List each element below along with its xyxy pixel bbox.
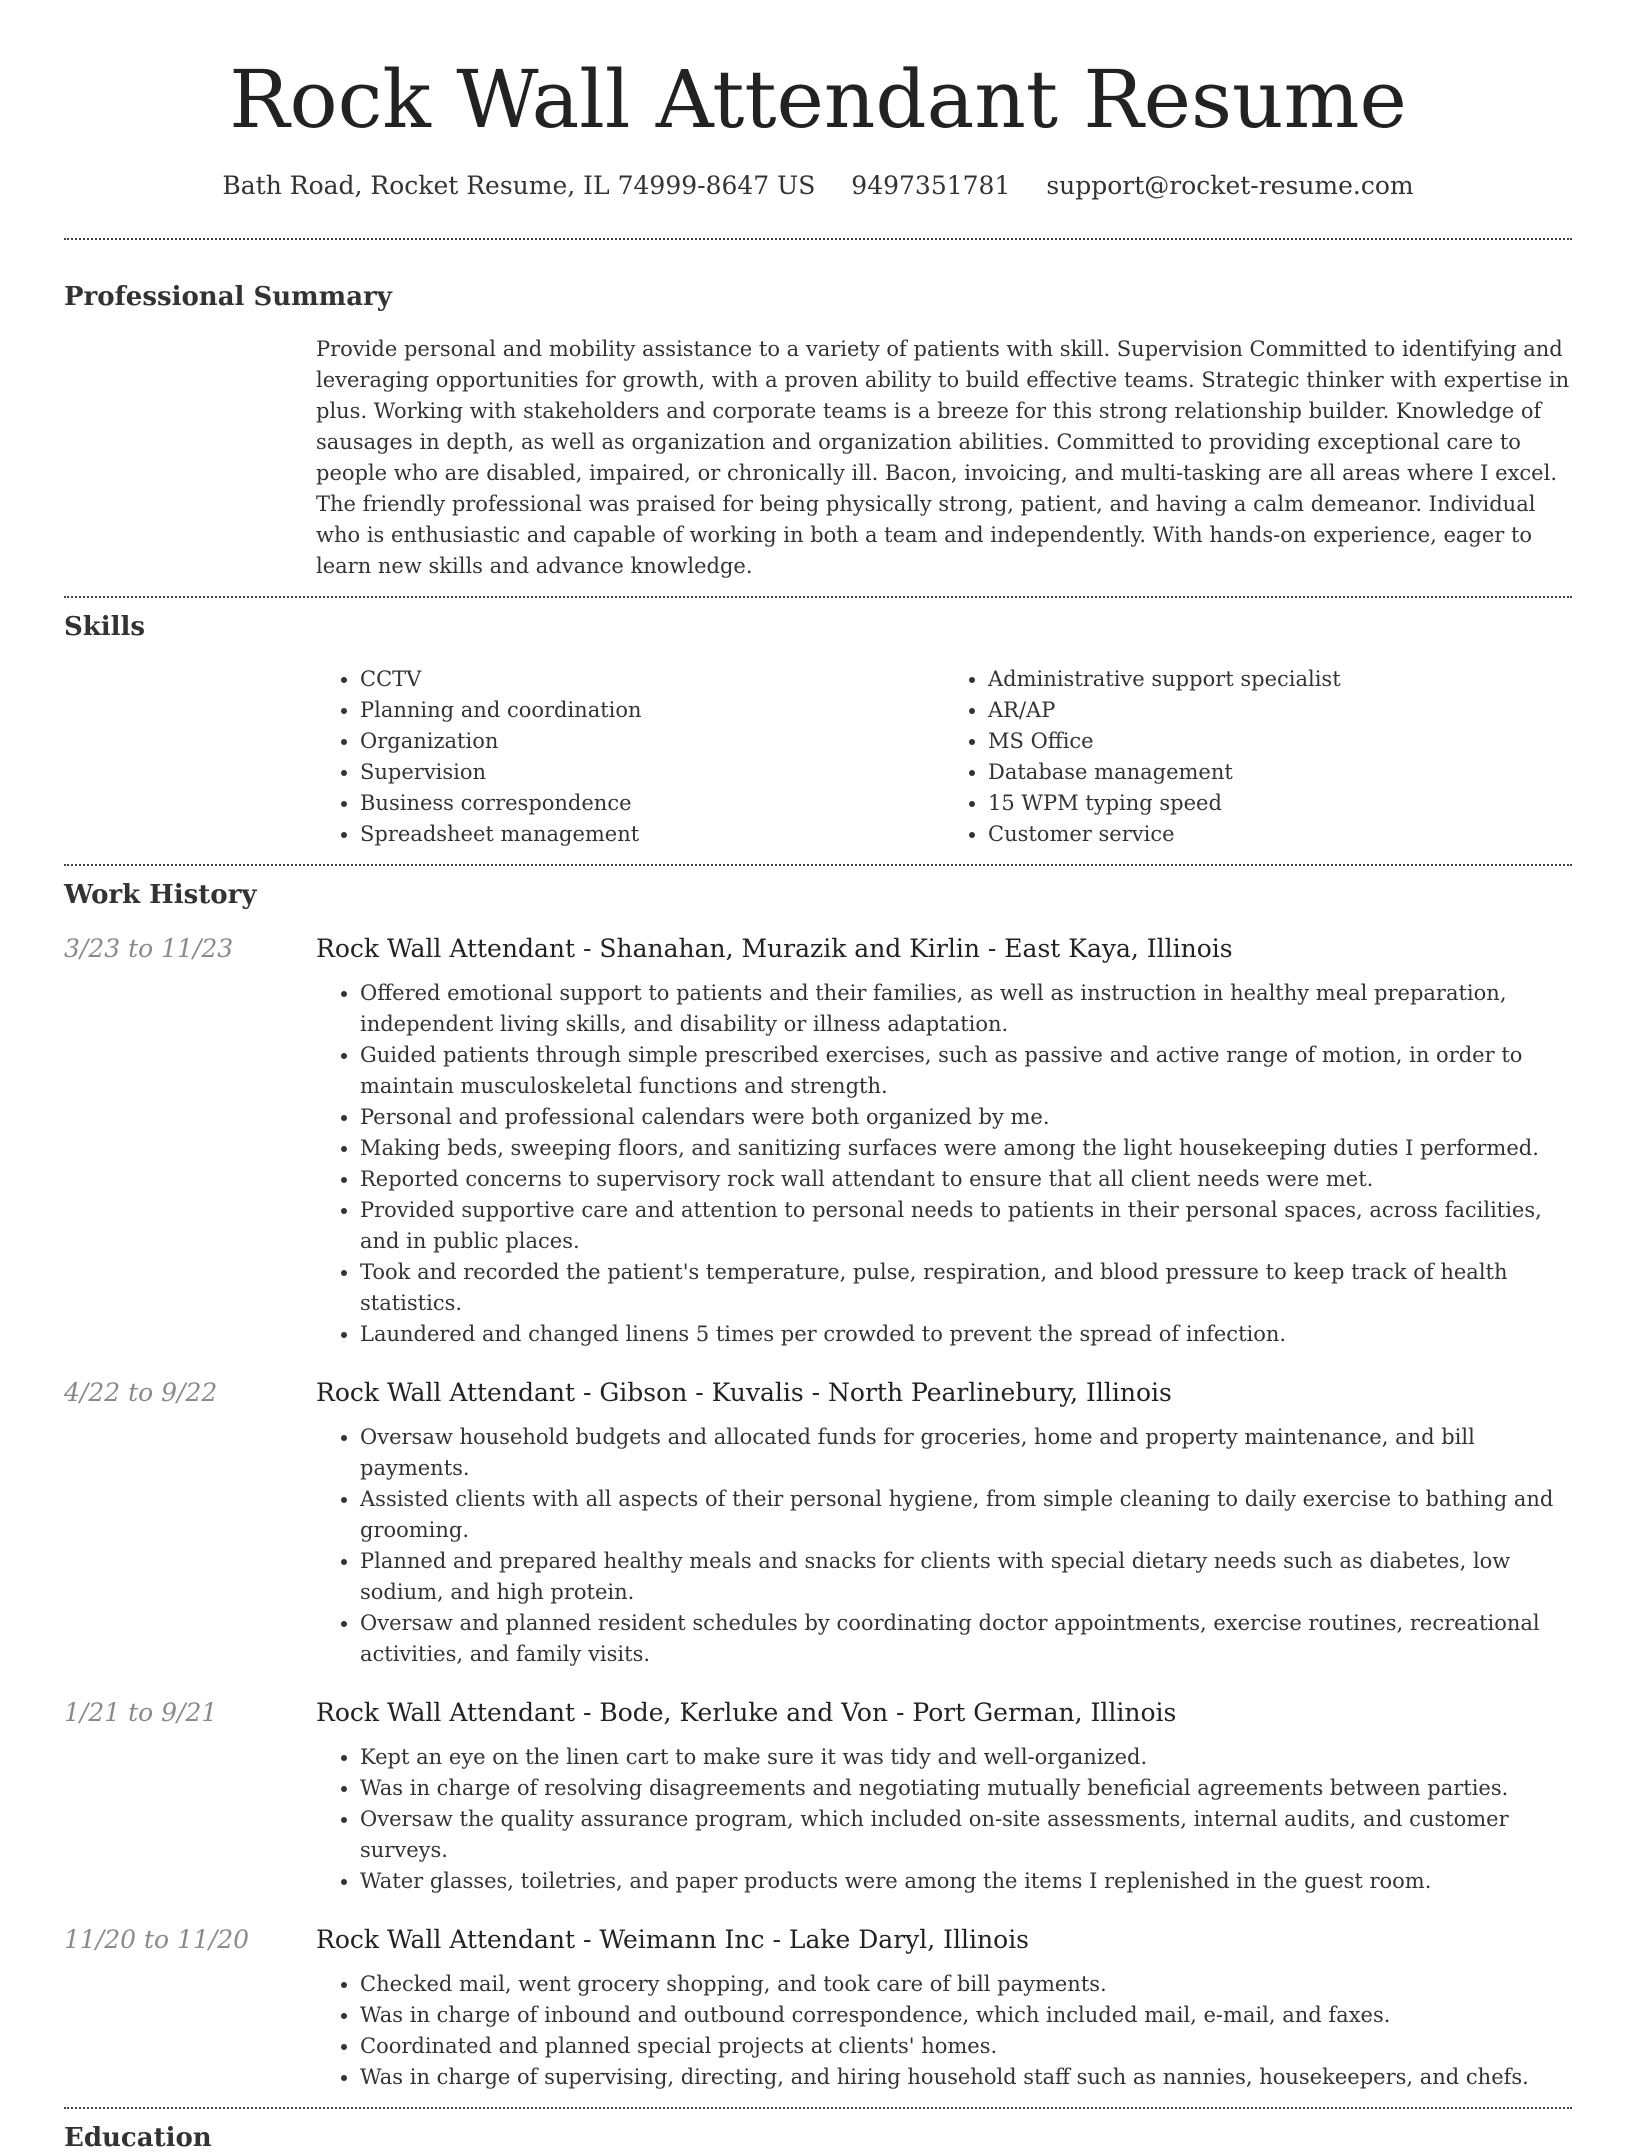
divider bbox=[64, 864, 1572, 866]
skills-heading: Skills bbox=[64, 612, 146, 642]
summary-heading: Professional Summary bbox=[64, 282, 392, 312]
job-bullet: • Guided patients through simple prescribed exercises, such as passive and active range of motion, in order to maintain musculoskeletal functions and strength. bbox=[360, 1040, 1572, 1102]
job-bullets bbox=[316, 1742, 1572, 1897]
job-bullet: • Offered emotional support to patients and their families, as well as instruction in healthy meal preparation, independent living skills, and disability or illness adaptation. bbox=[360, 978, 1572, 1040]
skill-item: • Database management bbox=[988, 757, 1572, 788]
skill-item: • Organization bbox=[360, 726, 944, 757]
job-bullet: • Took and recorded the patient's temperature, pulse, respiration, and blood pressure to keep track of health statistics. bbox=[360, 1257, 1572, 1319]
job-bullet: • Laundered and changed linens 5 times per crowded to prevent the spread of infection. bbox=[360, 1319, 1572, 1350]
skill-item: • Planning and coordination bbox=[360, 695, 944, 726]
job-bullet: • Was in charge of supervising, directing, and hiring household staff such as nannies, housekeepers, and chefs. bbox=[360, 2062, 1572, 2093]
work-jobs bbox=[64, 932, 1572, 2093]
job-bullet: • Reported concerns to supervisory rock wall attendant to ensure that all client needs were met. bbox=[360, 1164, 1572, 1195]
job-bullet: • Coordinated and planned special projects at clients' homes. bbox=[360, 2031, 1572, 2062]
summary-text: Provide personal and mobility assistance to a variety of patients with skill. Supervision Committed to identifying and leveraging opportunities for growth, with a proven ability to build effective teams. Strategic thinker with expertise in plus. Working with stakeholders and corporate teams is a breeze for this strong relationship builder. Knowledge of sausages in depth, as well as organization and organization abilities. Committed to providing exceptional care to people who are disabled, impaired, or chronically ill. Bacon, invoicing, and multi-tasking are all areas where I excel. The friendly professional was praised for being physically strong, patient, and having a calm demeanor. Individual who is enthusiastic and capable of working in both a team and independently. With hands-on experience, eager to learn new skills and advance knowledge. bbox=[316, 337, 1570, 578]
job-date: 3/23 to 11/23 bbox=[64, 934, 234, 963]
job-date: 1/21 to 9/21 bbox=[64, 1698, 218, 1727]
summary-body bbox=[316, 334, 1572, 582]
job-title: Rock Wall Attendant - Bode, Kerluke and Von - Port German, Illinois bbox=[316, 1698, 1177, 1727]
job-bullet: • Was in charge of resolving disagreements and negotiating mutually beneficial agreements between parties. bbox=[360, 1773, 1572, 1804]
skill-item: • Administrative support specialist bbox=[988, 664, 1572, 695]
job-bullet: • Provided supportive care and attention to personal needs to patients in their personal spaces, across facilities, and in public places. bbox=[360, 1195, 1572, 1257]
divider bbox=[64, 238, 1572, 240]
job-entry bbox=[64, 932, 1572, 1350]
skill-item: • CCTV bbox=[360, 664, 944, 695]
job-entry bbox=[64, 1376, 1572, 1670]
job-date: 11/20 to 11/20 bbox=[64, 1925, 250, 1954]
resume-page bbox=[64, 0, 1572, 2155]
contact-line bbox=[64, 168, 1572, 204]
skills-list bbox=[316, 664, 1572, 850]
contact-email: support@rocket-resume.com bbox=[1046, 171, 1414, 200]
job-entry bbox=[64, 1696, 1572, 1897]
job-bullets bbox=[316, 1422, 1572, 1670]
job-bullet: • Water glasses, toiletries, and paper products were among the items I replenished in the guest room. bbox=[360, 1866, 1572, 1897]
divider bbox=[64, 2107, 1572, 2109]
skill-item: • Supervision bbox=[360, 757, 944, 788]
job-bullet: • Was in charge of inbound and outbound correspondence, which included mail, e-mail, and faxes. bbox=[360, 2000, 1572, 2031]
job-title: Rock Wall Attendant - Weimann Inc - Lake Daryl, Illinois bbox=[316, 1925, 1030, 1954]
job-bullet: • Kept an eye on the linen cart to make sure it was tidy and well-organized. bbox=[360, 1742, 1572, 1773]
job-bullet: • Oversaw and planned resident schedules by coordinating doctor appointments, exercise routines, recreational activities, and family visits. bbox=[360, 1608, 1572, 1670]
work-heading: Work History bbox=[64, 880, 257, 910]
skill-item: • Customer service bbox=[988, 819, 1572, 850]
education-section bbox=[64, 2121, 1572, 2155]
job-title: Rock Wall Attendant - Shanahan, Murazik and Kirlin - East Kaya, Illinois bbox=[316, 934, 1233, 963]
skills-column-right bbox=[944, 664, 1572, 850]
education-heading: Education bbox=[64, 2123, 212, 2153]
job-bullet: • Checked mail, went grocery shopping, and took care of bill payments. bbox=[360, 1969, 1572, 2000]
job-bullet: • Assisted clients with all aspects of their personal hygiene, from simple cleaning to daily exercise to bathing and grooming. bbox=[360, 1484, 1572, 1546]
skill-item: • AR/AP bbox=[988, 695, 1572, 726]
job-bullet: • Oversaw the quality assurance program, which included on-site assessments, internal audits, and customer surveys. bbox=[360, 1804, 1572, 1866]
job-entry bbox=[64, 1923, 1572, 2093]
skills-section bbox=[64, 610, 1572, 850]
job-bullet: • Oversaw household budgets and allocated funds for groceries, home and property maintenance, and bill payments. bbox=[360, 1422, 1572, 1484]
summary-section bbox=[64, 280, 1572, 582]
contact-address: Bath Road, Rocket Resume, IL 74999-8647 US bbox=[222, 171, 816, 200]
skill-item: • 15 WPM typing speed bbox=[988, 788, 1572, 819]
skill-item: • MS Office bbox=[988, 726, 1572, 757]
contact-phone: 9497351781 bbox=[851, 171, 1011, 200]
skill-item: • Business correspondence bbox=[360, 788, 944, 819]
skills-column-left bbox=[316, 664, 944, 850]
job-bullets bbox=[316, 1969, 1572, 2093]
page-title: Rock Wall Attendant Resume bbox=[229, 53, 1407, 146]
work-section bbox=[64, 878, 1572, 2093]
divider bbox=[64, 596, 1572, 598]
job-bullet: • Personal and professional calendars were both organized by me. bbox=[360, 1102, 1572, 1133]
job-bullet: • Making beds, sweeping floors, and sanitizing surfaces were among the light housekeeping duties I performed. bbox=[360, 1133, 1572, 1164]
job-bullet: • Planned and prepared healthy meals and snacks for clients with special dietary needs such as diabetes, low sodium, and high protein. bbox=[360, 1546, 1572, 1608]
job-bullets bbox=[316, 978, 1572, 1350]
job-date: 4/22 to 9/22 bbox=[64, 1378, 218, 1407]
skill-item: • Spreadsheet management bbox=[360, 819, 944, 850]
job-title: Rock Wall Attendant - Gibson - Kuvalis - North Pearlinebury, Illinois bbox=[316, 1378, 1172, 1407]
